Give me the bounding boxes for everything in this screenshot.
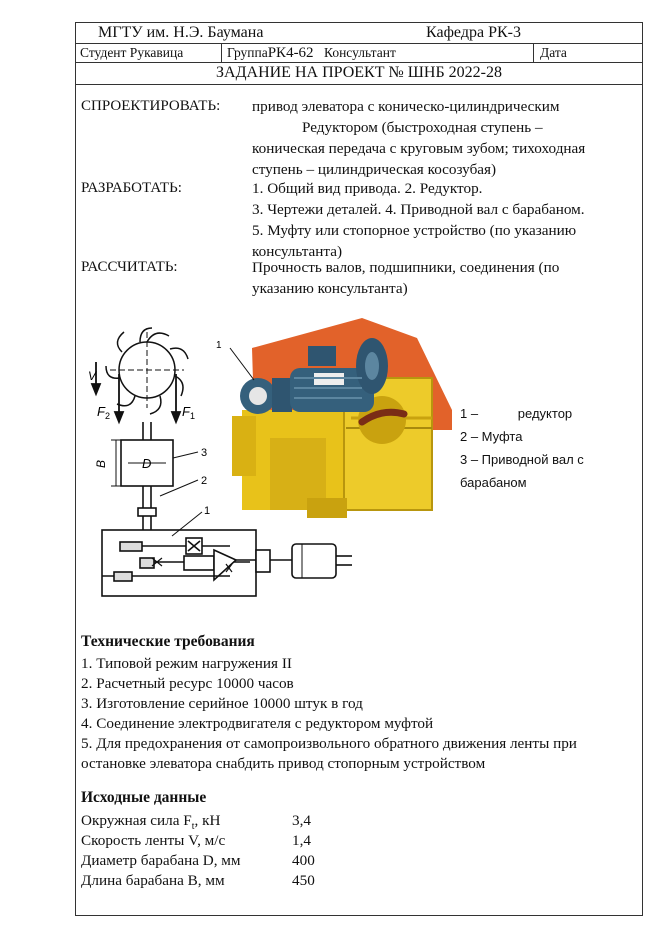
label-v: V [88,369,97,383]
initial-data-title: Исходные данные [81,789,207,806]
label-2: 2 [201,475,208,487]
group-cell [221,43,329,62]
label-f1-sub: 1 [190,411,196,421]
legend-line-2: 2 – Муфта [460,429,523,444]
diameter-label: Диаметр барабана D, мм [81,852,241,869]
force-unit: , кН [194,812,221,829]
develop-line-2: 3. Чертежи деталей. 4. Приводной вал с барабаном. [252,201,585,218]
header-row-1 [76,23,642,44]
elevator-housing [232,318,452,518]
photo-leader-line [230,348,254,380]
student-name: Студент Рукавица [80,45,184,60]
requirement-5-cont: остановке элеватора снабдить привод стопорным устройством [81,755,486,772]
drum-drawing [111,422,173,530]
develop-label: РАЗРАБОТАТЬ: [81,180,182,196]
calc-line-2: указанию консультанта) [252,280,408,297]
force-sub: t [191,821,195,833]
header-row-3 [76,62,642,85]
requirement-2: 2. Расчетный ресурс 10000 часов [81,675,294,692]
label-1: 1 [204,505,211,517]
label-f2: F [97,404,105,419]
design-label: СПРОЕКТИРОВАТЬ: [81,98,221,114]
force-label: Окружная сила F [81,812,192,829]
requirement-5: 5. Для предохранения от самопроизвольного обратного движения ленты при [81,735,577,752]
speed-label: Скорость ленты V, м/с [81,832,226,849]
label-f2-sub: 2 [105,411,111,421]
length-value: 450 [292,872,315,889]
speed-value: 1,4 [292,832,311,849]
group-label: Группа [227,45,268,60]
design-line-1: привод элеватора с коническо-цилиндрическим [252,98,560,115]
university-name: МГТУ им. Н.Э. Баумана [98,24,264,41]
legend-line-3: 3 – Приводной вал с [460,452,584,467]
requirement-4: 4. Соединение электродвигателя с редуктором муфтой [81,715,434,732]
label-3: 3 [201,447,208,459]
design-line-2: Редуктором (быстроходная ступень – [302,119,543,136]
diameter-value: 400 [292,852,315,869]
design-line-4: ступень – цилиндрическая косозубая) [252,161,497,178]
department-name: Кафедра РК-3 [426,24,521,41]
develop-line-1: 1. Общий вид привода. 2. Редуктор. [252,180,483,197]
requirement-1: 1. Типовой режим нагружения II [81,655,292,672]
header-row-2 [76,43,642,63]
consultant-label: Консультант [324,45,396,60]
group-value: РК4-62 [267,45,314,61]
length-label: Длина барабана B, мм [81,872,225,889]
develop-line-3: 5. Муфту или стопорное устройство (по указанию [252,222,577,239]
gearbox-photo [240,378,292,414]
consultant-cell [324,43,484,62]
design-line-3: коническая передача с круговым зубом; тихоходная [252,140,586,157]
requirements-title: Технические требования [81,633,255,650]
date-label: Дата [540,45,567,60]
calc-line-1: Прочность валов, подшипники, соединения (по [252,259,560,276]
legend-line-4: барабаном [460,475,527,490]
assignment-title: ЗАДАНИЕ НА ПРОЕКТ № ШНБ 2022-28 [216,64,502,81]
requirement-3: 3. Изготовление серийное 10000 штук в год [81,695,363,712]
develop-line-4: консультанта) [252,243,343,260]
student-cell [80,45,220,62]
label-f1: F [182,404,190,419]
calc-label: РАССЧИТАТЬ: [81,259,178,275]
date-cell [533,43,642,62]
force-value: 3,4 [292,812,311,829]
photo-callout-1: 1 [216,340,222,351]
gearbox-scheme [102,530,352,596]
label-d: D [142,456,152,471]
elevator-drive-photo [212,318,452,518]
legend-line-1: 1 – редуктор [460,406,573,421]
label-b: B [94,459,108,468]
